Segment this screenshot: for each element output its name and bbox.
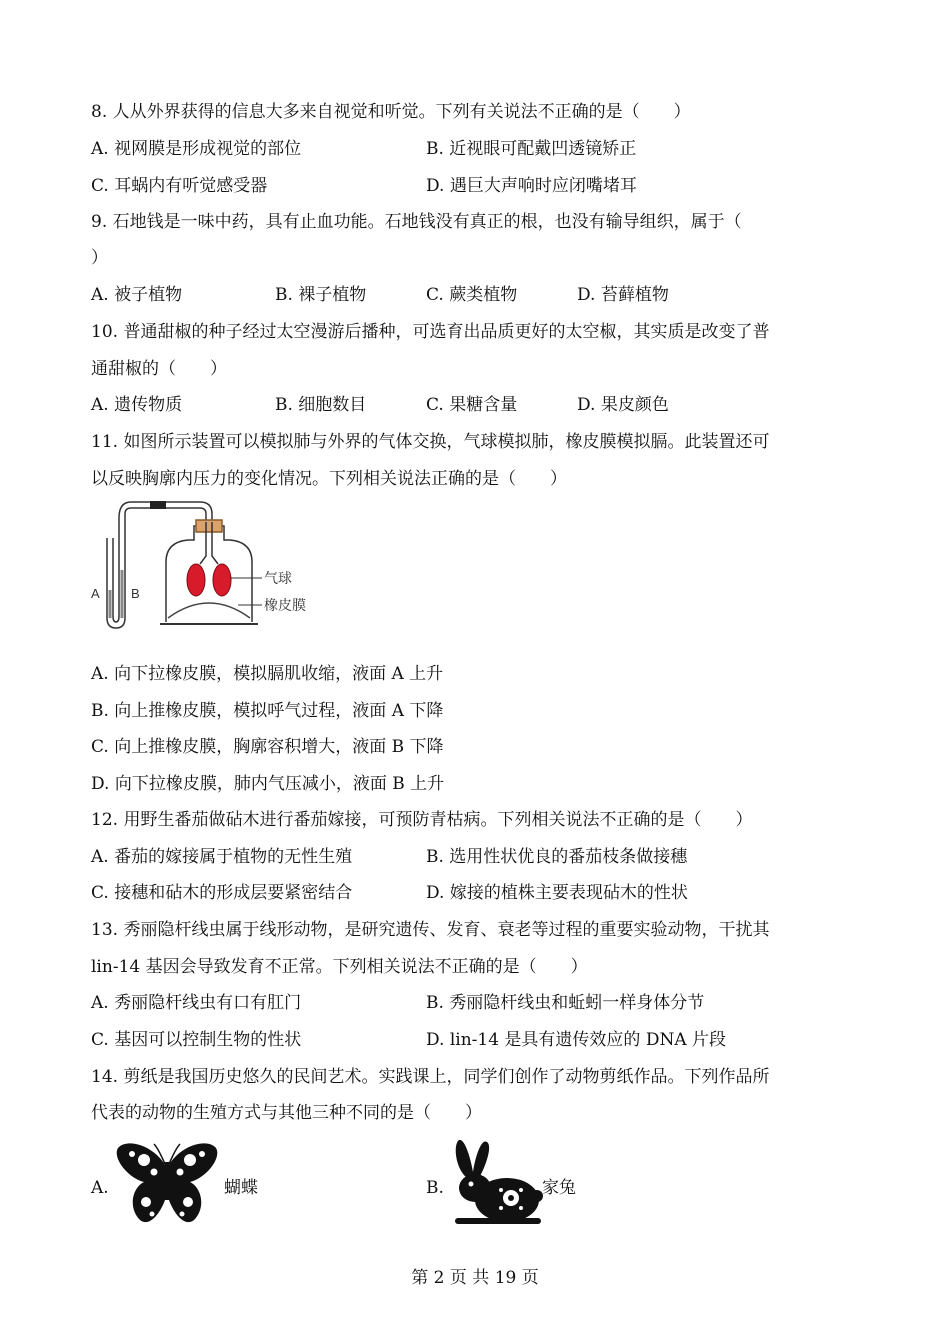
label-a: A xyxy=(91,586,100,601)
question-11-stem-line2: 以反映胸廓内压力的变化情况。下列相关说法正确的是（ ） xyxy=(91,469,567,489)
q12-option-d: D. 嫁接的植株主要表现砧木的性状 xyxy=(426,883,688,903)
q13-option-d: D. lin-14 是具有遗传效应的 DNA 片段 xyxy=(426,1030,727,1050)
q10-option-b: B. 细胞数目 xyxy=(275,395,367,415)
q12-option-b: B. 选用性状优良的番茄枝条做接穗 xyxy=(426,847,688,867)
question-8-stem: 8. 人从外界获得的信息大多来自视觉和听觉。下列有关说法不正确的是（ ） xyxy=(91,102,691,122)
q9-option-d: D. 苔藓植物 xyxy=(577,285,669,305)
q10-option-c: C. 果糖含量 xyxy=(426,395,518,415)
rabbit-papercut-icon xyxy=(445,1138,543,1228)
q11-option-b: B. 向上推橡皮膜，模拟呼气过程，液面 A 下降 xyxy=(91,701,444,721)
label-b: B xyxy=(131,586,140,601)
q10-option-d: D. 果皮颜色 xyxy=(577,395,669,415)
q8-option-a: A. 视网膜是形成视觉的部位 xyxy=(91,139,302,159)
label-membrane: 橡皮膜 xyxy=(264,598,306,614)
q14-option-a-letter: A. xyxy=(91,1178,109,1198)
q13-option-c: C. 基因可以控制生物的性状 xyxy=(91,1030,302,1050)
question-9-stem-line2: ） xyxy=(91,248,108,268)
q8-option-c: C. 耳蜗内有听觉感受器 xyxy=(91,176,268,196)
q12-option-c: C. 接穗和砧木的形成层要紧密结合 xyxy=(91,883,353,903)
question-14-stem-line2: 代表的动物的生殖方式与其他三种不同的是（ ） xyxy=(91,1103,482,1123)
lung-model-diagram xyxy=(88,500,328,635)
question-12-stem: 12. 用野生番茄做砧木进行番茄嫁接，可预防青枯病。下列相关说法不正确的是（ ） xyxy=(91,810,753,830)
question-11-stem-line1: 11. 如图所示装置可以模拟肺与外界的气体交换，气球模拟肺，橡皮膜模拟膈。此装置还可 xyxy=(91,432,770,452)
q11-option-c: C. 向上推橡皮膜，胸廓容积增大，液面 B 下降 xyxy=(91,737,444,757)
page-number: 第 2 页 共 19 页 xyxy=(411,1268,539,1288)
question-9-stem-line1: 9. 石地钱是一味中药，具有止血功能。石地钱没有真正的根，也没有输导组织，属于（ xyxy=(91,212,742,232)
q8-option-b: B. 近视眼可配戴凹透镜矫正 xyxy=(426,139,637,159)
question-10-stem-line1: 10. 普通甜椒的种子经过太空漫游后播种，可选育出品质更好的太空椒，其实质是改变了普 xyxy=(91,322,770,342)
question-13-stem-line1: 13. 秀丽隐杆线虫属于线形动物，是研究遗传、发育、衰老等过程的重要实验动物，干扰其 xyxy=(91,920,770,940)
q9-option-b: B. 裸子植物 xyxy=(275,285,367,305)
question-14-stem-line1: 14. 剪纸是我国历史悠久的民间艺术。实践课上，同学们创作了动物剪纸作品。下列作品所 xyxy=(91,1067,770,1087)
q14-option-a-caption: 蝴蝶 xyxy=(224,1178,258,1198)
q12-option-a: A. 番茄的嫁接属于植物的无性生殖 xyxy=(91,847,353,867)
q9-option-c: C. 蕨类植物 xyxy=(426,285,518,305)
q10-option-a: A. 遗传物质 xyxy=(91,395,183,415)
question-13-stem-line2: lin-14 基因会导致发育不正常。下列相关说法不正确的是（ ） xyxy=(91,957,588,977)
question-10-stem-line2: 通甜椒的（ ） xyxy=(91,359,227,379)
label-balloon: 气球 xyxy=(264,571,292,587)
q13-option-a: A. 秀丽隐杆线虫有口有肛门 xyxy=(91,993,302,1013)
q9-option-a: A. 被子植物 xyxy=(91,285,183,305)
q14-option-b-letter: B. xyxy=(426,1178,444,1198)
q11-option-d: D. 向下拉橡皮膜，肺内气压减小，液面 B 上升 xyxy=(91,774,445,794)
q14-option-b-caption: 家兔 xyxy=(542,1178,576,1198)
q8-option-d: D. 遇巨大声响时应闭嘴堵耳 xyxy=(426,176,637,196)
butterfly-papercut-icon xyxy=(114,1138,220,1230)
q11-option-a: A. 向下拉橡皮膜，模拟膈肌收缩，液面 A 上升 xyxy=(91,664,444,684)
q13-option-b: B. 秀丽隐杆线虫和蚯蚓一样身体分节 xyxy=(426,993,705,1013)
